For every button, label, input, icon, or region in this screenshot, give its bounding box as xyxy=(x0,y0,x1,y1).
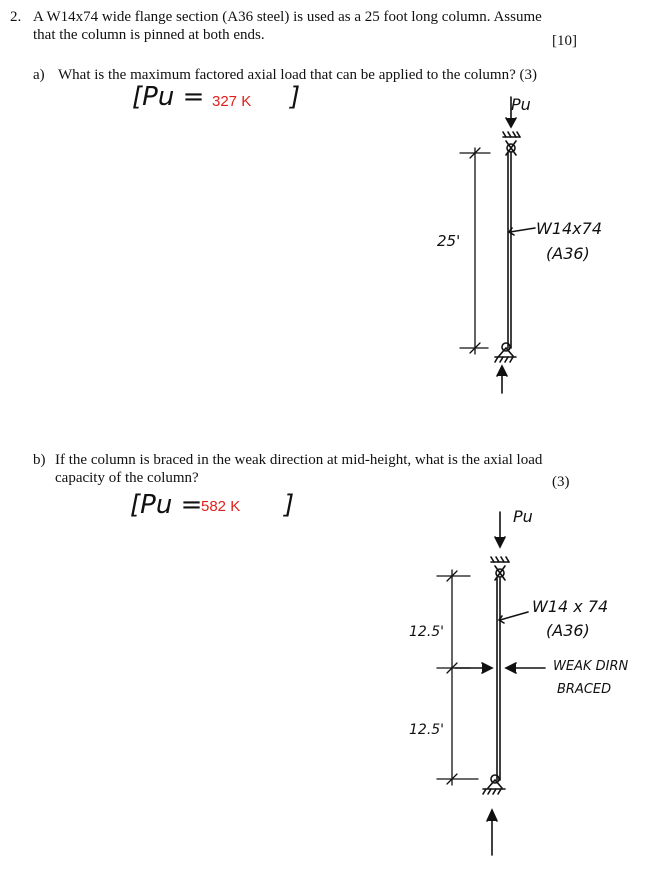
part-b-marks: (3) xyxy=(552,474,570,490)
figure-b xyxy=(437,512,545,855)
figure-a-reaction-arrow xyxy=(497,366,507,393)
question-text-line1: A W14x74 wide flange section (A36 steel) is used as a 25 foot long column. Assume xyxy=(33,9,542,25)
figure-b-reaction-arrow xyxy=(487,810,497,855)
figure-a-material-label: (A36) xyxy=(546,244,590,263)
part-a-answer-suffix: ] xyxy=(290,82,301,112)
figure-b-leader xyxy=(500,612,528,620)
figure-a xyxy=(460,97,535,393)
part-a-answer-value[interactable]: 327 K xyxy=(212,93,252,110)
figure-b-top-pin xyxy=(491,557,509,580)
part-b-question-line1: If the column is braced in the weak direction at mid-height, what is the axial load xyxy=(55,452,543,468)
part-a-answer-prefix: [Pu = xyxy=(132,82,205,112)
part-a-label: a) xyxy=(33,67,45,83)
part-b-answer-suffix: ] xyxy=(284,490,295,520)
figure-a-load-label: Pu xyxy=(511,95,531,114)
figure-b-lower-length-label: 12.5' xyxy=(409,722,445,738)
question-marks: [10] xyxy=(552,33,577,49)
part-b-answer-prefix: [Pu = xyxy=(130,490,203,520)
question-text-line2: that the column is pinned at both ends. xyxy=(33,27,265,43)
part-b-answer-value[interactable]: 582 K xyxy=(201,498,241,515)
figure-a-length-label: 25' xyxy=(437,232,461,250)
figure-b-material-label: (A36) xyxy=(546,621,590,640)
figure-b-bottom-pin xyxy=(483,775,505,794)
figure-b-note-line1: WEAK DIRN xyxy=(553,659,629,674)
part-b-label: b) xyxy=(33,452,46,468)
figure-b-load-label: Pu xyxy=(513,507,533,526)
figure-b-load-arrow xyxy=(495,512,505,547)
question-number: 2. xyxy=(10,9,22,25)
figure-a-section-label: W14x74 xyxy=(536,219,603,238)
figure-b-dimension xyxy=(437,570,478,785)
figure-b-note-line2: BRACED xyxy=(557,682,612,697)
figure-a-dimension xyxy=(460,148,490,354)
figure-b-section-label: W14 x 74 xyxy=(532,597,609,616)
figure-b-upper-length-label: 12.5' xyxy=(409,624,445,640)
figure-a-leader xyxy=(510,228,535,232)
figure-a-bottom-pin xyxy=(495,343,516,362)
part-a-question: What is the maximum factored axial load that can be applied to the column? (3) xyxy=(58,67,537,83)
part-b-question-line2: capacity of the column? xyxy=(55,470,199,486)
